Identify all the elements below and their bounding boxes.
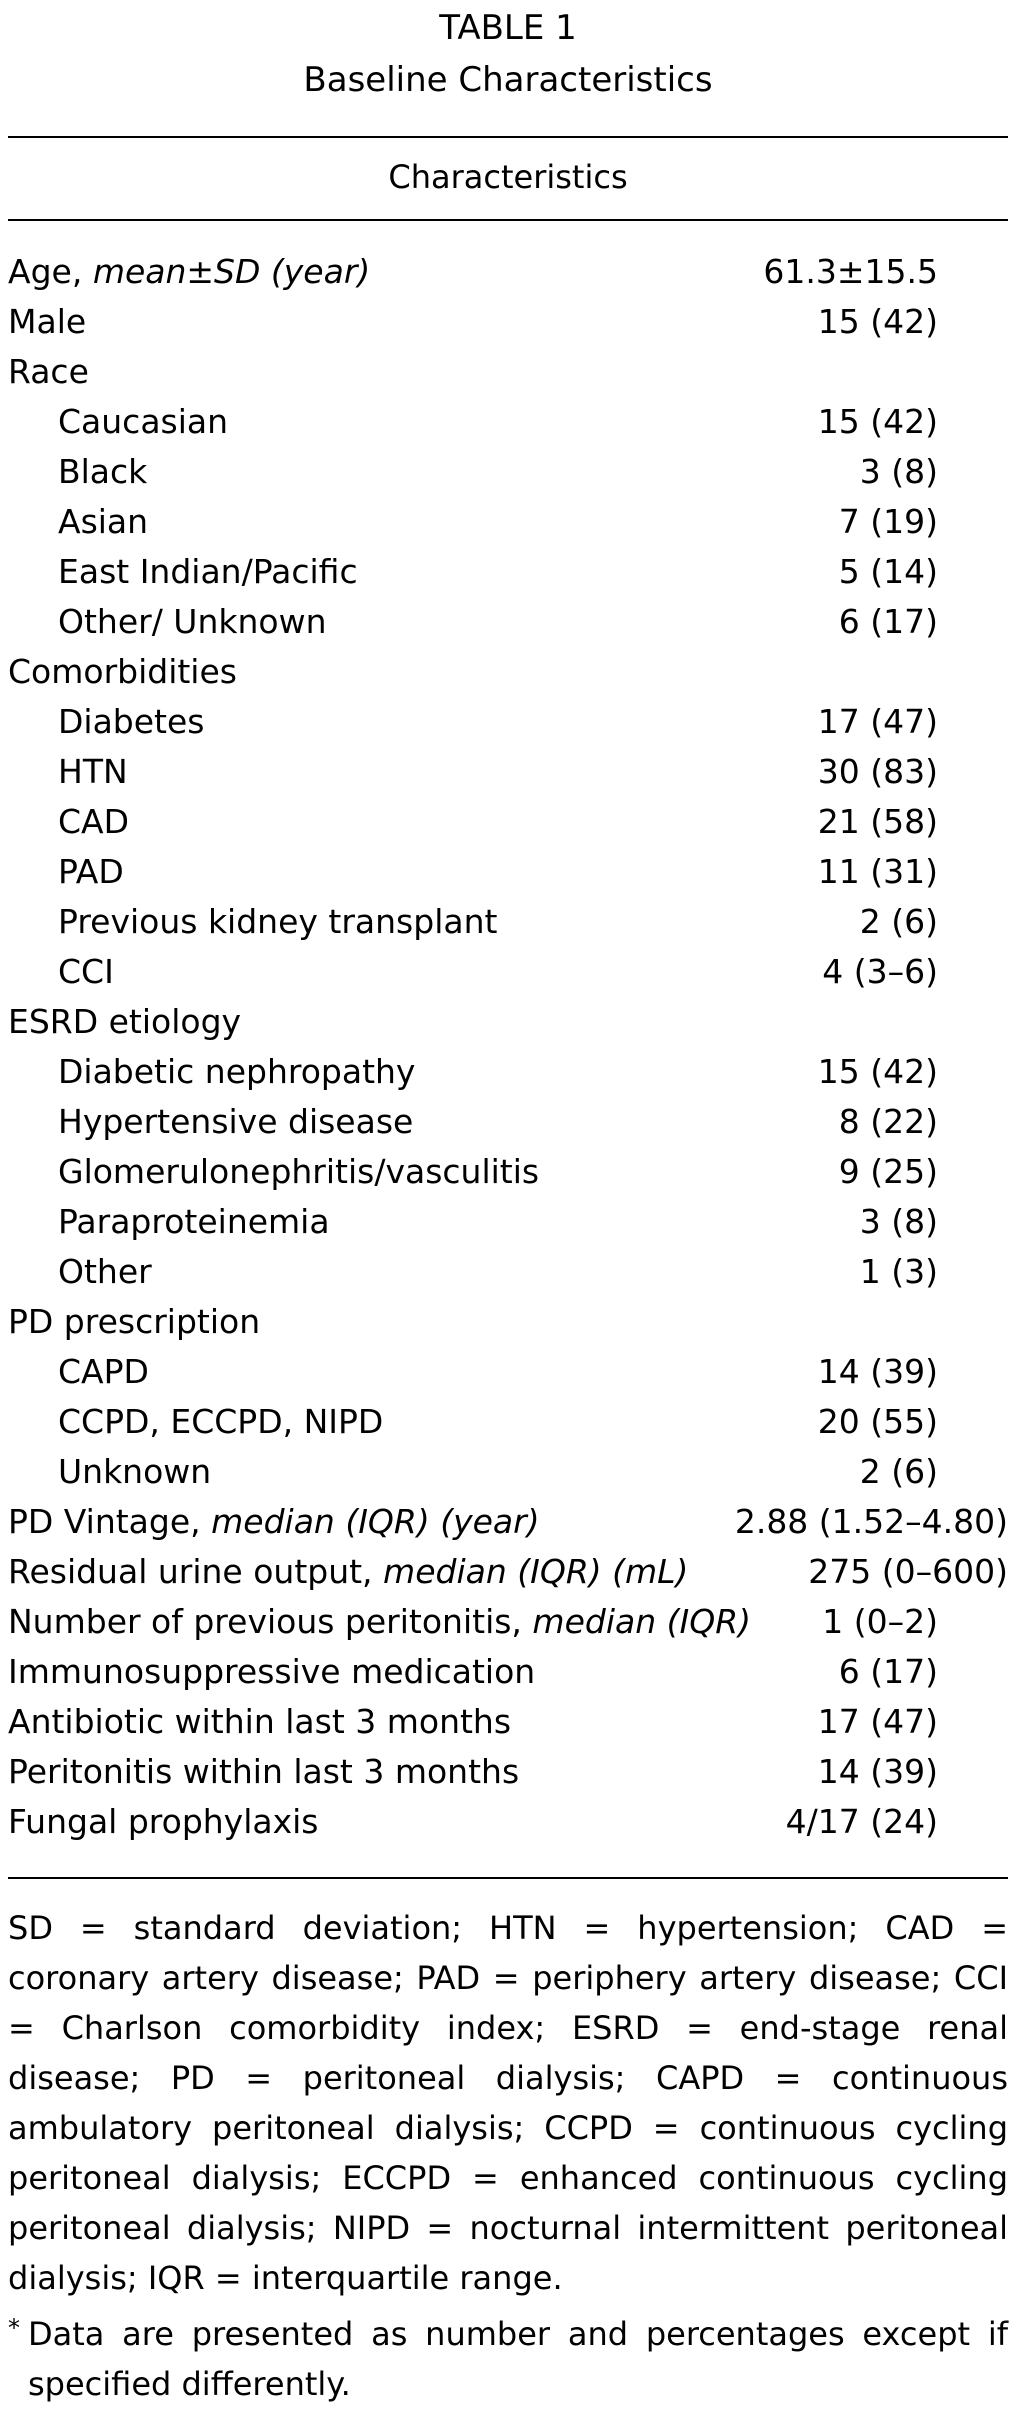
row-value: 14 (39) <box>817 1352 938 1391</box>
row-label-text: Male <box>8 302 87 341</box>
row-value: 4 (3–6) <box>822 952 938 991</box>
row-label <box>58 497 148 547</box>
row-value: 275 (0–600) <box>808 1552 1008 1591</box>
row-value: 11 (31) <box>817 852 938 891</box>
row-value: 14 (39) <box>817 1752 938 1791</box>
top-rule <box>8 136 1008 138</box>
table-row <box>8 1797 1008 1847</box>
table-title: Baseline Characteristics <box>303 60 713 100</box>
row-label-text: CCI <box>58 952 114 991</box>
row-label-text: Previous kidney transplant <box>58 902 498 941</box>
row-label <box>8 297 86 347</box>
table-row <box>8 1047 1008 1097</box>
table-row <box>8 1697 1008 1747</box>
row-label <box>8 347 89 397</box>
bottom-rule <box>8 1877 1008 1879</box>
row-label-text: Caucasian <box>58 402 229 441</box>
abbreviation-footnote: SD = standard deviation; HTN = hypertension; CAD = coronary artery disease; PAD = periphery artery disease; CCI = Charlson comorbidity index; ESRD = end-stage renal disease; PD = peritoneal dialysis; CAPD = continuous ambulatory peritoneal dialysis; CCPD = continuous cycling peritoneal dialysis; ECCPD = enhanced continuous cycling peritoneal dialysis; NIPD = nocturnal intermittent peritoneal dialysis; IQR = interquartile range. <box>8 1909 1008 2297</box>
header-rule <box>8 219 1008 221</box>
row-label <box>58 1347 149 1397</box>
row-value: 6 (17) <box>838 602 938 641</box>
row-label-text: Unknown <box>58 1452 212 1491</box>
row-label-text: Glomerulonephritis/vasculitis <box>58 1152 540 1191</box>
table-row <box>8 1247 1008 1297</box>
row-label <box>58 1197 330 1247</box>
row-label <box>8 1297 260 1347</box>
row-label <box>8 1747 519 1797</box>
row-label <box>58 1047 415 1097</box>
table-row <box>8 897 1008 947</box>
row-label <box>8 997 241 1047</box>
table-row <box>8 1297 1008 1347</box>
row-label-text: HTN <box>58 752 128 791</box>
row-value: 9 (25) <box>838 1152 938 1191</box>
row-label-text: CAPD <box>58 1352 149 1391</box>
row-label <box>58 747 128 797</box>
row-label-text: ESRD etiology <box>8 1002 242 1041</box>
table-row <box>8 1197 1008 1247</box>
row-label-text: PD prescription <box>8 1302 261 1341</box>
row-value: 21 (58) <box>817 802 938 841</box>
row-label <box>58 397 228 447</box>
table-row <box>8 347 1008 397</box>
row-label <box>8 1797 319 1847</box>
row-label-qualifier: mean±SD (year) <box>92 252 371 291</box>
row-value: 30 (83) <box>817 752 938 791</box>
row-label-text: Fungal prophylaxis <box>8 1802 319 1841</box>
row-label-text: Diabetes <box>58 702 205 741</box>
row-label <box>58 1447 211 1497</box>
table-row <box>8 247 1008 297</box>
row-value: 6 (17) <box>838 1652 938 1691</box>
table-row <box>8 997 1008 1047</box>
table-body <box>8 247 1008 1847</box>
row-value: 1 (0–2) <box>822 1602 938 1641</box>
row-label <box>58 1247 152 1297</box>
table-row <box>8 697 1008 747</box>
row-value: 15 (42) <box>817 1052 938 1091</box>
row-label <box>58 547 358 597</box>
table-row <box>8 947 1008 997</box>
row-value: 8 (22) <box>838 1102 938 1141</box>
row-label-text: Black <box>58 452 148 491</box>
row-label <box>58 697 205 747</box>
row-label-text: Comorbidities <box>8 652 237 691</box>
row-label-text: Hypertensive disease <box>58 1102 414 1141</box>
table-row <box>8 497 1008 547</box>
table-row <box>8 1597 1008 1647</box>
table-row <box>8 297 1008 347</box>
table-row <box>8 647 1008 697</box>
row-label-text: Other/ Unknown <box>58 602 327 641</box>
row-label-text: CCPD, ECCPD, NIPD <box>58 1402 384 1441</box>
row-value: 15 (42) <box>817 302 938 341</box>
row-label-qualifier: median (IQR) <box>532 1602 751 1641</box>
row-value: 2 (6) <box>859 902 938 941</box>
row-label <box>58 447 147 497</box>
table-row <box>8 1447 1008 1497</box>
table-row <box>8 1347 1008 1397</box>
row-value: 1 (3) <box>859 1252 938 1291</box>
row-label-text: Peritonitis within last 3 months <box>8 1752 520 1791</box>
row-label-text: Residual urine output, <box>8 1552 384 1591</box>
table-row <box>8 1647 1008 1697</box>
row-value: 5 (14) <box>838 552 938 591</box>
row-value: 17 (47) <box>817 702 938 741</box>
table-row <box>8 1147 1008 1197</box>
row-label-text: Race <box>8 352 89 391</box>
row-label-text: CAD <box>58 802 130 841</box>
row-label <box>58 1147 539 1197</box>
table-row <box>8 597 1008 647</box>
row-label-text: Asian <box>58 502 149 541</box>
row-value: 17 (47) <box>817 1702 938 1741</box>
table-row <box>8 447 1008 497</box>
row-label <box>58 1397 383 1447</box>
row-label-text: Antibiotic within last 3 months <box>8 1702 512 1741</box>
row-label <box>8 1547 688 1597</box>
table-row <box>8 747 1008 797</box>
data-note <box>8 2309 1008 2409</box>
row-label <box>8 247 370 297</box>
table-row <box>8 1397 1008 1447</box>
row-label-qualifier: median (IQR) (mL) <box>383 1552 689 1591</box>
row-label <box>58 797 129 847</box>
row-label <box>8 1647 535 1697</box>
row-label <box>8 1697 511 1747</box>
row-label-qualifier: median (IQR) (year) <box>211 1502 540 1541</box>
note-text: Data are presented as number and percentages except if specified differently. <box>28 2315 1008 2403</box>
row-label <box>58 847 124 897</box>
row-value: 61.3±15.5 <box>763 252 938 291</box>
table-row <box>8 547 1008 597</box>
table-row <box>8 1097 1008 1147</box>
table-row <box>8 1547 1008 1597</box>
row-label-text: East Indian/Pacific <box>58 552 358 591</box>
row-label-text: Diabetic nephropathy <box>58 1052 416 1091</box>
row-label <box>58 597 327 647</box>
note-marker: * <box>8 2314 20 2342</box>
row-label <box>8 647 237 697</box>
row-value: 3 (8) <box>859 1202 938 1241</box>
row-label-text: PAD <box>58 852 124 891</box>
row-value: 20 (55) <box>817 1402 938 1441</box>
row-label <box>58 947 114 997</box>
row-label <box>8 1497 540 1547</box>
table-row <box>8 847 1008 897</box>
table-row <box>8 1497 1008 1547</box>
row-label-text: Other <box>58 1252 152 1291</box>
table-label: TABLE 1 <box>439 8 577 48</box>
row-value: 2.88 (1.52–4.80) <box>734 1502 1008 1541</box>
row-label <box>58 1097 413 1147</box>
row-label-text: Age, <box>8 252 93 291</box>
row-label-text: Paraproteinemia <box>58 1202 330 1241</box>
row-value: 4/17 (24) <box>785 1802 938 1841</box>
row-value: 15 (42) <box>817 402 938 441</box>
table-row <box>8 1747 1008 1797</box>
table-container <box>8 0 1008 2409</box>
row-value: 2 (6) <box>859 1452 938 1491</box>
row-label <box>8 1597 751 1647</box>
row-label-text: PD Vintage, <box>8 1502 212 1541</box>
column-header: Characteristics <box>388 158 628 196</box>
row-value: 7 (19) <box>838 502 938 541</box>
row-value: 3 (8) <box>859 452 938 491</box>
table-row <box>8 397 1008 447</box>
row-label <box>58 897 497 947</box>
row-label-text: Number of previous peritonitis, <box>8 1602 533 1641</box>
table-row <box>8 797 1008 847</box>
row-label-text: Immunosuppressive medication <box>8 1652 536 1691</box>
